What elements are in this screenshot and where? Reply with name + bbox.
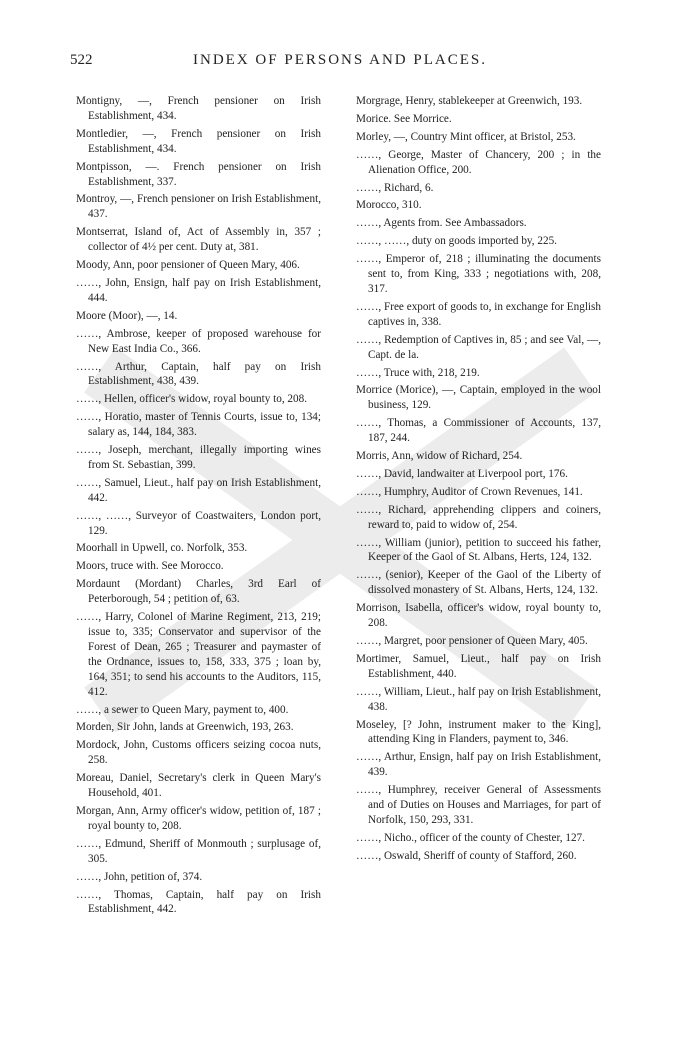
page-number: 522 bbox=[70, 52, 93, 68]
index-entry: ……, Ambrose, keeper of proposed warehouse for New East India Co., 366. bbox=[76, 327, 321, 355]
index-entry: Montigny, —, French pensioner on Irish Establishment, 434. bbox=[76, 95, 321, 122]
index-entry: ……, Richard, 6. bbox=[356, 181, 434, 194]
index-entry: ……, Nicho., officer of the county of Chester, 127. bbox=[356, 831, 585, 844]
index-entry: Moorhall in Upwell, co. Norfolk, 353. bbox=[76, 542, 248, 555]
index-entry: Montpisson, —. French pensioner on Irish Establishment, 337. bbox=[76, 160, 321, 188]
index-entry: ……, a sewer to Queen Mary, payment to, 400. bbox=[76, 703, 289, 716]
index-entry: ……, Redemption of Captives in, 85 ; and see Val, —, Capt. de la. bbox=[356, 333, 601, 361]
index-entry: ……, Humphrey, receiver General of Assessments and of Duties on Houses and Marriages, for part of Norfolk, 150, 293, 331. bbox=[356, 784, 601, 826]
index-entry: ……, ……, Surveyor of Coastwaiters, London port, 129. bbox=[76, 509, 321, 537]
index-entry: ……, John, petition of, 374. bbox=[76, 870, 203, 883]
index-entry: Morden, Sir John, lands at Greenwich, 193, 263. bbox=[76, 721, 294, 734]
index-entry: ……, Oswald, Sheriff of county of Stafford, 260. bbox=[356, 849, 577, 862]
index-entry: ……, William, Lieut., half pay on Irish Establishment, 438. bbox=[356, 685, 601, 713]
index-entry: ……, Samuel, Lieut., half pay on Irish Establishment, 442. bbox=[76, 476, 321, 504]
running-title: INDEX OF PERSONS AND PLACES. bbox=[193, 52, 487, 68]
index-entry: Montledier, —, French pensioner on Irish Establishment, 434. bbox=[76, 127, 321, 155]
index-entry: ……, Agents from. See Ambassadors. bbox=[356, 217, 527, 230]
index-entry: Montroy, —, French pensioner on Irish Establishment, 437. bbox=[76, 193, 321, 221]
index-entry: ……, Edmund, Sheriff of Monmouth ; surplusage of, 305. bbox=[76, 837, 321, 865]
index-entry: Morocco, 310. bbox=[356, 199, 422, 212]
index-column-left bbox=[76, 94, 321, 917]
index-entry: ……, Margret, poor pensioner of Queen Mary, 405. bbox=[356, 635, 588, 647]
index-entry: ……, Emperor of, 218 ; illuminating the documents sent to, from King, 333 ; negotiations with, 208, 317. bbox=[356, 253, 601, 295]
index-entry: ……, Joseph, merchant, illegally importing wines from St. Sebastian, 399. bbox=[76, 444, 321, 471]
index-entry: ……, William (junior), petition to succeed his father, Keeper of the Gaol of St. Albans, Herts, 124, 132. bbox=[356, 536, 601, 564]
index-entry: Morley, —, Country Mint officer, at Bristol, 253. bbox=[356, 130, 576, 143]
index-entry: ……, Truce with, 218, 219. bbox=[356, 366, 480, 379]
index-entry: ……, Free export of goods to, in exchange for English captives in, 338. bbox=[356, 300, 601, 328]
index-entry: Mortimer, Samuel, Lieut., half pay on Irish Establishment, 440. bbox=[356, 652, 601, 680]
index-entry: ……, Thomas, a Commissioner of Accounts, 137, 187, 244. bbox=[356, 417, 601, 445]
index-entry: ……, Arthur, Captain, half pay on Irish Establishment, 438, 439. bbox=[76, 360, 321, 388]
index-entry: ……, John, Ensign, half pay on Irish Establishment, 444. bbox=[76, 276, 321, 304]
index-entry: ……, ……, duty on goods imported by, 225. bbox=[356, 235, 557, 248]
index-entry: Morgrage, Henry, stablekeeper at Greenwich, 193. bbox=[356, 95, 583, 107]
index-entry: ……, Humphry, Auditor of Crown Revenues, 141. bbox=[356, 485, 583, 498]
index-entry: ……, Hellen, officer's widow, royal bounty to, 208. bbox=[76, 393, 308, 406]
index-entry: Moseley, [? John, instrument maker to the King], attending King in Flanders, payment to, 346. bbox=[356, 718, 601, 746]
index-entry: ……, George, Master of Chancery, 200 ; in the Alienation Office, 200. bbox=[356, 148, 601, 176]
page-header bbox=[70, 52, 610, 76]
index-entry: ……, Thomas, Captain, half pay on Irish Establishment, 442. bbox=[76, 888, 321, 916]
index-entry: Moore (Moor), —, 14. bbox=[76, 309, 178, 322]
index-entry: ……, Harry, Colonel of Marine Regiment, 213, 219; issue to, 335; Conservator and supervisor of the Forest of Dean, 265 ; Treasurer and paymaster of the Ordnance, issues to, 158, 333, 375 ; loan by, 164, 351; to send his accounts to the Auditors, 115, 412. bbox=[76, 611, 321, 698]
index-entry: Morris, Ann, widow of Richard, 254. bbox=[356, 450, 523, 463]
index-entry: Moors, truce with. See Morocco. bbox=[76, 560, 224, 573]
index-entry: ……, Horatio, master of Tennis Courts, issue to, 134; salary as, 144, 184, 383. bbox=[76, 411, 321, 439]
index-entry: Morice. See Morrice. bbox=[356, 112, 452, 125]
index-entry: Morrice (Morice), —, Captain, employed in the wool business, 129. bbox=[356, 384, 601, 412]
index-column-right bbox=[356, 94, 601, 864]
index-entry: Mordock, John, Customs officers seizing cocoa nuts, 258. bbox=[76, 739, 321, 767]
index-entry: Moody, Ann, poor pensioner of Queen Mary, 406. bbox=[76, 259, 300, 272]
index-entry: ……, David, landwaiter at Liverpool port, 176. bbox=[356, 467, 568, 480]
index-entry: Moreau, Daniel, Secretary's clerk in Queen Mary's Household, 401. bbox=[76, 772, 321, 800]
index-entry: Montserrat, Island of, Act of Assembly in, 357 ; collector of 4½ per cent. Duty at, 381. bbox=[76, 226, 321, 254]
index-entry: ……, (senior), Keeper of the Gaol of the Liberty of dissolved monastery of St. Albans, Herts, 124, 132. bbox=[356, 569, 601, 597]
index-entry: ……, Richard, apprehending clippers and coiners, reward to, paid to widow of, 254. bbox=[356, 503, 601, 531]
index-entry: Morrison, Isabella, officer's widow, royal bounty to, 208. bbox=[356, 602, 601, 630]
index-entry: Morgan, Ann, Army officer's widow, petition of, 187 ; royal bounty to, 208. bbox=[76, 804, 321, 832]
index-entry: ……, Arthur, Ensign, half pay on Irish Establishment, 439. bbox=[356, 751, 601, 779]
index-entry: Mordaunt (Mordant) Charles, 3rd Earl of Peterborough, 54 ; petition of, 63. bbox=[76, 578, 321, 606]
